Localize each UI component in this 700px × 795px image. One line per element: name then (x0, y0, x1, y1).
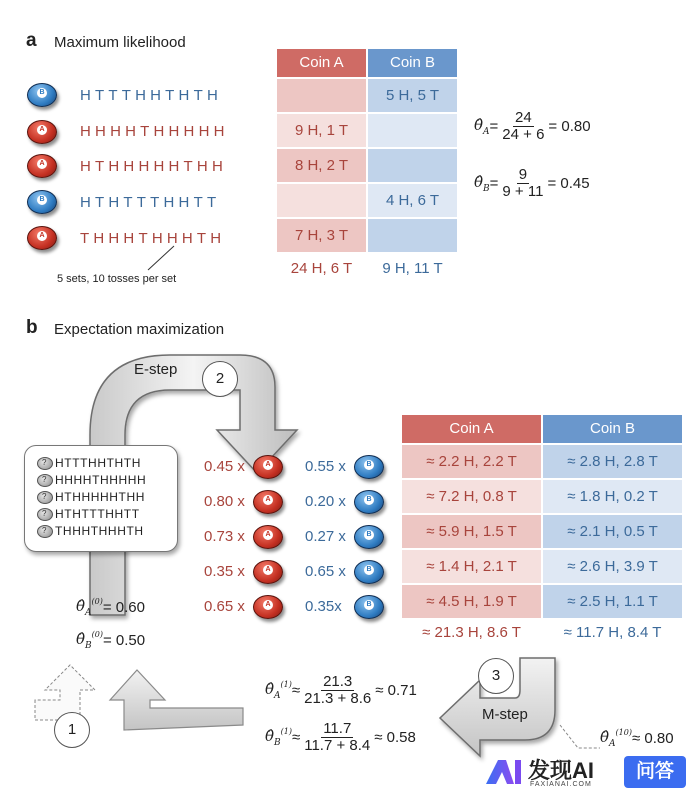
em-cell-a: ≈ 1.4 H, 2.1 T (402, 550, 541, 583)
step-number-2: 2 (202, 361, 238, 397)
sets-note: 5 sets, 10 tosses per set (57, 273, 177, 285)
em-cell-a: ≈ 2.2 H, 2.2 T (402, 445, 541, 478)
ml-estimate-b: $\thetâ_B$ = $\frac{9}{9 + 11}$ = 0.45 (474, 166, 590, 200)
weight-a: 0.45 x (204, 458, 245, 475)
fraction-numerator: 9 (518, 166, 528, 183)
em-cell-b: ≈ 2.6 H, 3.9 T (543, 550, 682, 583)
initial-value-b: = 0.50 (103, 632, 146, 649)
unknown-coin-icon: ? (37, 491, 53, 504)
panel-a-title: Maximum likelihood (54, 34, 186, 51)
fraction-numerator: 11.7 (323, 720, 352, 737)
step-number-3: 3 (478, 658, 514, 694)
ml-cell-a: 7 H, 3 T (277, 219, 366, 252)
m-step-label: M-step (482, 706, 528, 723)
weight-b: 0.35x (305, 598, 342, 615)
mini-toss-sequence: HTTTHHTHTH (55, 456, 141, 470)
fraction-denominator: 9 + 11 (502, 183, 544, 200)
coin-b-icon: B (354, 490, 384, 514)
coin-b-icon: B (354, 560, 384, 584)
em-cell-a: ≈ 7.2 H, 0.8 T (402, 480, 541, 513)
ml-total-a: 24 H, 6 T (290, 260, 353, 277)
weight-b: 0.55 x (305, 458, 346, 475)
em-cell-a: ≈ 4.5 H, 1.9 T (402, 585, 541, 618)
toss-sequence: HTHTTTHHTT (80, 194, 221, 211)
em-cell-b: ≈ 2.5 H, 1.1 T (543, 585, 682, 618)
unknown-coin-icon: ? (37, 474, 53, 487)
mini-toss-sequence: HTHTTTHHTT (55, 507, 140, 521)
final-value: ≈ 0.80 (631, 730, 674, 747)
coin-a-icon: A (27, 154, 57, 178)
fraction-numerator: 24 (515, 109, 532, 126)
coin-b-icon: B (354, 455, 384, 479)
weight-b: 0.65 x (305, 563, 346, 580)
toss-sequence: HTTTHHTHTH (80, 87, 222, 104)
brand-logo-icon (484, 756, 524, 786)
coin-a-icon: A (253, 595, 283, 619)
watermark-brand: 发现AI (528, 758, 595, 783)
coin-a-icon: A (253, 490, 283, 514)
watermark-logo (484, 754, 614, 790)
initial-estimate-b: $\thetâ_B^{(0)}$ = 0.50 (76, 630, 146, 651)
em-total-a: ≈ 21.3 H, 8.6 T (422, 624, 521, 641)
dashed-arrow (35, 665, 95, 720)
em-cell-a: ≈ 5.9 H, 1.5 T (402, 515, 541, 548)
unlabeled-sets-box (24, 445, 178, 552)
weight-a: 0.35 x (204, 563, 245, 580)
em-cell-b: ≈ 2.8 H, 2.8 T (543, 445, 682, 478)
weight-b: 0.20 x (305, 493, 346, 510)
coin-a-icon: A (27, 120, 57, 144)
unknown-coin-icon: ? (37, 508, 53, 521)
ml-estimate-a: $\thetâ_A$ = $\frac{24}{24 + 6}$ = 0.80 (474, 109, 591, 143)
weight-a: 0.65 x (204, 598, 245, 615)
ml-cell-a: 8 H, 2 T (277, 149, 366, 182)
weight-b: 0.27 x (305, 528, 346, 545)
fraction-numerator: 21.3 (323, 673, 353, 690)
fraction-denominator: 24 + 6 (502, 126, 545, 143)
toss-sequence: HHHHTHHHHH (80, 123, 229, 140)
ml-header-coin-b: Coin B (368, 49, 457, 77)
return-arrow (110, 670, 243, 730)
coin-b-icon: B (27, 190, 57, 214)
unknown-coin-icon: ? (37, 525, 53, 538)
em-cell-b: ≈ 2.1 H, 0.5 T (543, 515, 682, 548)
dashed-connector (560, 725, 600, 748)
toss-sequence: THHHTHHHTH (80, 230, 226, 247)
em-cell-b: ≈ 1.8 H, 0.2 T (543, 480, 682, 513)
estimate-result: = 0.80 (548, 118, 591, 135)
coin-a-icon: A (253, 560, 283, 584)
final-estimate-a: $\thetâ_A^{(10)}$ ≈ 0.80 (600, 728, 674, 749)
coin-b-icon: B (354, 525, 384, 549)
mini-toss-sequence: HHHHTHHHHH (55, 473, 147, 487)
panel-a-letter: a (26, 30, 37, 51)
mini-toss-sequence: THHHTHHHTH (55, 524, 144, 538)
weight-a: 0.73 x (204, 528, 245, 545)
e-step-label: E-step (134, 361, 178, 378)
estimate-result: ≈ 0.71 (375, 682, 417, 699)
ml-total-b: 9 H, 11 T (382, 260, 443, 277)
initial-estimate-a: $\thetâ_A^{(0)}$ = 0.60 (76, 597, 145, 618)
em-total-b: ≈ 11.7 H, 8.4 T (563, 624, 662, 641)
watermark-sub: FAXIANAI.COM (530, 781, 592, 788)
fraction-denominator: 11.7 + 8.4 (304, 737, 371, 754)
coin-b-icon: B (354, 595, 384, 619)
ml-cell-a: 9 H, 1 T (277, 114, 366, 147)
weight-a: 0.80 x (204, 493, 245, 510)
fraction-denominator: 21.3 + 8.6 (304, 690, 372, 707)
em-header-coin-a: Coin A (402, 415, 541, 443)
em-header-coin-b: Coin B (543, 415, 682, 443)
coin-a-icon: A (27, 226, 57, 250)
ml-cell-b: 4 H, 6 T (368, 184, 457, 217)
watermark-badge: 问答 (624, 756, 686, 788)
estimate-result: = 0.45 (547, 175, 590, 192)
ml-header-coin-a: Coin A (277, 49, 366, 77)
coin-b-icon: B (27, 83, 57, 107)
mini-toss-sequence: HTHHHHHTHH (55, 490, 145, 504)
coin-a-icon: A (253, 455, 283, 479)
estimate-result: ≈ 0.58 (374, 729, 416, 746)
coin-a-icon: A (253, 525, 283, 549)
unknown-coin-icon: ? (37, 457, 53, 470)
panel-b-title: Expectation maximization (54, 321, 225, 338)
updated-estimate-a: $\thetâ_A^{(1)}$ ≈ $\frac{21.3}{21.3 + 8.6}$ ≈ 0.71 (265, 673, 417, 707)
step-number-1: 1 (54, 712, 90, 748)
toss-sequence: HTHHHHHTHH (80, 158, 227, 175)
updated-estimate-b: $\thetâ_B^{(1)}$ ≈ $\frac{11.7}{11.7 + 8.4}$ ≈ 0.58 (265, 720, 416, 754)
ml-cell-b: 5 H, 5 T (368, 79, 457, 112)
panel-b-letter: b (26, 317, 38, 338)
initial-value-a: = 0.60 (102, 599, 145, 616)
